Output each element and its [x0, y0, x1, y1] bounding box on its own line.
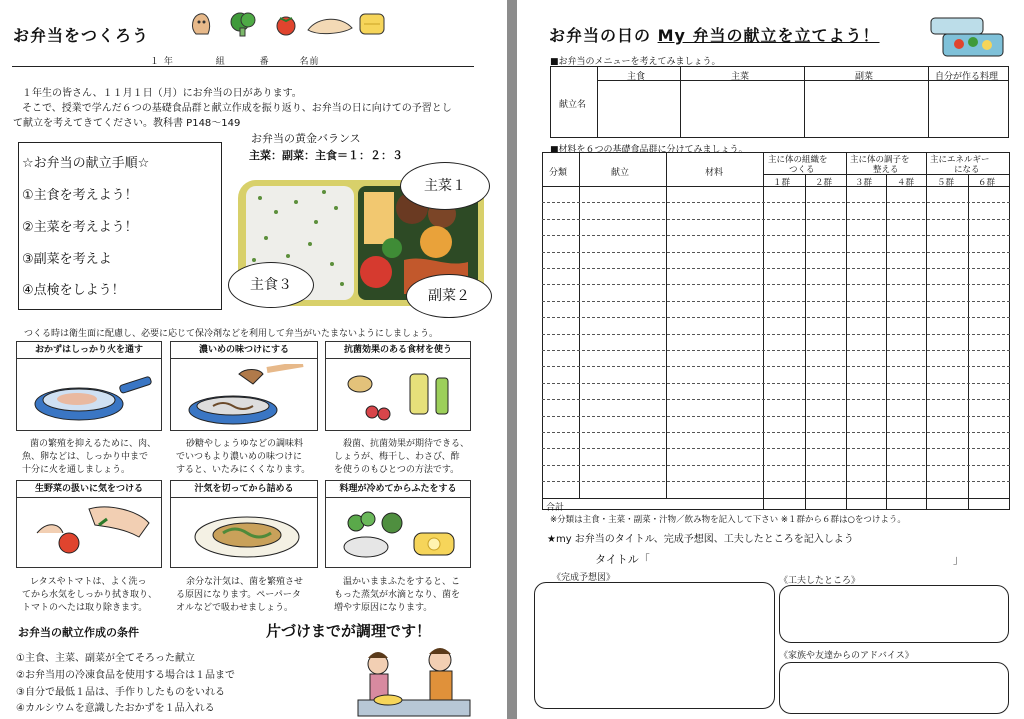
table-row-rule [542, 219, 1010, 220]
title-end: 」 [953, 553, 964, 566]
tip-3-text-2: しょうが、梅干し、わさび、酢 [334, 452, 460, 462]
step-2: ②主菜を考えよう！ [22, 220, 138, 235]
tip-4-text-1: レタスやトマトは、よく洗っ [30, 577, 147, 587]
bento-box-icon [929, 14, 1005, 58]
tip-1-text-2: 魚、卵などは、しっかり中まで [22, 452, 149, 462]
condition-1: ①主食、主菜、副菜が全てそろった献立 [16, 653, 195, 664]
menu-row-label: 献立名 [559, 100, 587, 110]
intro-line-1: １年生の皆さん、１１月１日（月）にお弁当の日があります。 [22, 88, 302, 99]
hygiene-note: つくる時は衛生面に配慮し、必要に応じて保冷剤などを利用して弁当がいたまないようにしましょう。 [24, 329, 439, 339]
tip-title: 濃いめの味つけにする [171, 342, 317, 359]
table-row-rule [542, 383, 1010, 384]
condition-4: ④カルシウムを意識したおかずを１品入れる [16, 703, 215, 714]
table-row-rule [542, 202, 1010, 203]
tip-panel-5 [170, 480, 318, 568]
table-row-rule [542, 317, 1010, 318]
group-2: ２群 [815, 178, 833, 188]
col-category: 分類 [549, 168, 568, 178]
name-label: 名前 [299, 57, 320, 67]
condition-2: ②お弁当用の冷凍食品を使用する場合は１品まで [16, 670, 235, 681]
menu-header-main: 主菜 [731, 72, 750, 82]
step-4: ④点検をしよう！ [22, 283, 125, 298]
intro-line-2: そこで、授業で学んだ６つの基礎食品群と献立作成を振り返り、お弁当の日に向けての予習とし [22, 103, 452, 114]
tip-3-text-1: 殺菌、抗菌効果が期待できる、 [343, 439, 470, 449]
table-row-rule [542, 481, 1010, 482]
food-illustrations [186, 8, 386, 38]
worksheet-page-right [517, 0, 1024, 719]
bubble-staple: 主食３ [228, 262, 314, 308]
table-row-rule [542, 252, 1010, 253]
total-label: 合計 [546, 503, 565, 513]
tip-6-text-3: 増やす原因になります。 [334, 603, 433, 613]
tip-2-text-2: でいつもより濃いめの味つけに [176, 452, 303, 462]
materials-total-rule [542, 498, 1010, 499]
bubble-main-dish: 主菜１ [400, 162, 490, 210]
ideas-area[interactable] [779, 585, 1009, 643]
tip-panel-1 [16, 341, 162, 431]
materials-section-title: ■材料を６つの基礎食品群に分けてみましょう。 [550, 145, 748, 155]
condition-3: ③自分で最低１品は、手作りしたものをいれる [16, 687, 225, 698]
step-1: ①主食を考えよう！ [22, 188, 138, 203]
group-6: ６群 [978, 178, 996, 188]
tip-4-text-2: てから水気をしっかり拭き取り、 [22, 590, 158, 600]
group-body-condition-line2: 整える [873, 165, 899, 175]
tip-title: おかずはしっかり火を通す [17, 342, 161, 359]
class-label: 組 [215, 57, 226, 67]
tip-title: 抗菌効果のある食材を使う [326, 342, 470, 359]
drawing-area[interactable] [534, 582, 775, 709]
title-input[interactable] [657, 548, 953, 566]
seasoning-pan-icon [183, 364, 309, 428]
table-row-rule [542, 301, 1010, 302]
table-row-rule [542, 284, 1010, 285]
group-5: ５群 [937, 178, 955, 188]
table-row-rule [542, 268, 1010, 269]
table-row-rule [542, 235, 1010, 236]
tip-5-text-1: 余分な汁気は、菌を繁殖させ [186, 577, 304, 587]
worksheet-page-left [0, 0, 507, 719]
table-row-rule [542, 350, 1010, 351]
title-label: タイトル「 [595, 553, 650, 566]
group-energy-line2: になる [954, 165, 980, 175]
antibacterial-foods-icon [338, 364, 464, 428]
number-label: 番 [259, 57, 270, 67]
tip-title: 料理が冷めてからふたをする [326, 481, 470, 498]
tip-5-text-2: る原因になります。ペーパータ [176, 590, 301, 600]
steps-title: ☆お弁当の献立手順☆ [22, 156, 150, 171]
grade-label: １ 年 [150, 57, 174, 67]
page-title: お弁当の日の My 弁当の献立を立てよう！ [549, 26, 880, 45]
table-row-rule [542, 465, 1010, 466]
tamagoyaki-icon [360, 14, 384, 34]
tip-6-text-1: 温かいままふたをすると、こ [343, 577, 461, 587]
group-1: １群 [773, 178, 791, 188]
conditions-title: お弁当の献立作成の条件 [18, 626, 139, 639]
drawing-label: 《完成予想図》 [552, 573, 616, 583]
group-body-condition-line1: 主に体の調子を [850, 155, 910, 165]
menu-main-input[interactable] [682, 82, 803, 136]
materials-table [542, 152, 1010, 510]
tip-panel-2 [170, 341, 318, 431]
tomato-icon [277, 17, 295, 35]
table-row-rule [542, 366, 1010, 367]
table-row-rule [542, 416, 1010, 417]
tip-1-text-3: 十分に火を通しましょう。 [22, 465, 131, 475]
plate-icon [183, 503, 309, 565]
cleanup-slogan: 片づけまでが調理です！ [266, 622, 432, 640]
tip-1-text-1: 菌の繁殖を抑えるために、肉、 [30, 439, 157, 449]
star-instruction: ★my お弁当のタイトル、完成予想図、工夫したところを記入しよう [547, 534, 854, 545]
menu-header-staple: 主食 [627, 72, 646, 82]
tomato-hand-icon [29, 503, 155, 565]
menu-header-side: 副菜 [855, 72, 874, 82]
intro-line-3: て献立を考えてきてください。教科書 P148〜149 [13, 118, 241, 129]
tip-title: 生野菜の扱いに気をつける [17, 481, 161, 498]
group-body-tissue-line1: 主に体の組織を [768, 155, 828, 165]
group-3: ３群 [855, 178, 873, 188]
table-row-rule [542, 448, 1010, 449]
category-note: ※分類は主食・主菜・副菜・汁物／飲み物を記入して下さい ※１群から６群は○をつけよう。 [550, 515, 906, 525]
name-underline [12, 66, 474, 67]
tip-panel-3 [325, 341, 471, 431]
ginger-icon [193, 14, 210, 34]
group-body-tissue-line2: つくる [789, 165, 815, 175]
menu-side-input[interactable] [806, 82, 927, 136]
menu-section-title: ■お弁当のメニューを考えてみましょう。 [550, 57, 721, 67]
tip-2-text-1: 砂糖やしょうゆなどの調味料 [186, 439, 304, 449]
menu-staple-input[interactable] [599, 82, 679, 136]
page-title: お弁当をつくろう [13, 26, 150, 45]
cleanup-illustration [348, 640, 478, 719]
balance-ratio: 主菜：副菜：主食＝１：２：３ [249, 149, 403, 162]
tip-5-text-3: オルなどで吸わせましょう。 [176, 603, 294, 613]
tip-panel-6 [325, 480, 471, 568]
menu-self-made-input[interactable] [930, 82, 1008, 136]
group-4: ４群 [897, 178, 915, 188]
balance-title: お弁当の黄金バランス [251, 132, 361, 145]
table-row-rule [542, 399, 1010, 400]
menu-header-self-made: 自分が作る料理 [935, 72, 999, 82]
tip-3-text-3: を使うのもひとつの方法です。 [334, 465, 460, 475]
table-row-rule [542, 334, 1010, 335]
tip-title: 汁気を切ってから詰める [171, 481, 317, 498]
fish-icon [308, 19, 352, 33]
bubble-side-dish: 副菜２ [406, 274, 492, 318]
cooling-food-icon [336, 503, 466, 565]
tip-4-text-3: トマトのへたは取り除きます。 [22, 603, 148, 613]
advice-area[interactable] [779, 662, 1009, 714]
broccoli-icon [231, 13, 255, 36]
tip-panel-4 [16, 480, 162, 568]
col-ingredients: 材料 [705, 168, 724, 178]
col-menu: 献立 [611, 168, 630, 178]
tip-2-text-3: すると、いたみにくくなります。 [176, 465, 311, 475]
tip-6-text-2: もった蒸気が水滴となり、菌を [334, 590, 461, 600]
step-3: ③副菜を考えよ [22, 252, 112, 267]
table-row-rule [542, 432, 1010, 433]
frying-pan-icon [27, 364, 153, 428]
group-energy-line1: 主にエネルギー [930, 155, 990, 165]
advice-label: 《家族や友達からのアドバイス》 [779, 651, 914, 661]
ideas-label: 《工夫したところ》 [779, 576, 861, 586]
